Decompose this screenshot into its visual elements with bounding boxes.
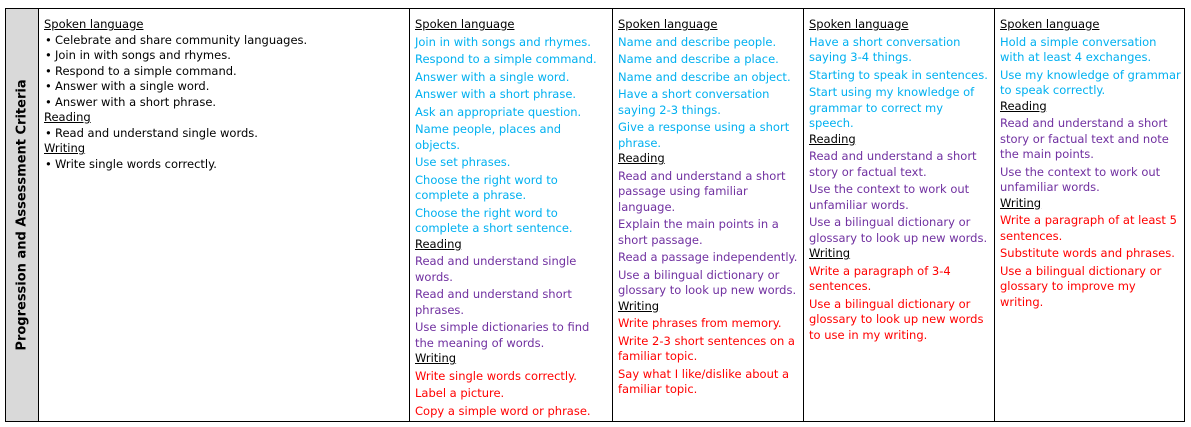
side-header (6, 9, 39, 421)
criteria-item: Name and describe a place. (618, 52, 779, 66)
criteria-item: Choose the right word to complete a phrase. (415, 172, 558, 202)
criteria-item: Give a response using a short phrase. (618, 120, 790, 150)
criteria-item: Use a bilingual dictionary or glossary to look up new words to use in my writing. (809, 296, 984, 342)
criteria-item: Name people, places and objects. (415, 122, 562, 152)
stage-column-4 (804, 9, 995, 421)
criteria-item: • Join in with songs and rhymes. (44, 48, 405, 64)
criteria-item: Join in with songs and rhymes. (415, 34, 591, 49)
criteria-item: Write a paragraph of at least 5 sentences. (1000, 213, 1177, 243)
criteria-item: Name and describe an object. (618, 69, 791, 84)
criteria-item: • Read and understand single words. (44, 126, 405, 142)
criteria-item: Ask an appropriate question. (415, 104, 582, 119)
criteria-item: Write a paragraph of 3-4 sentences. (809, 263, 951, 293)
criteria-item: Answer with a single word. (415, 69, 570, 84)
criteria-item: Use a bilingual dictionary or glossary to look up new words. (618, 267, 797, 297)
criteria-item: Use a bilingual dictionary or glossary to improve my writing. (1000, 263, 1162, 309)
criteria-item: Name and describe people. (618, 34, 777, 49)
criteria-item: Use the context to work out unfamiliar words. (1000, 164, 1161, 194)
section-heading: Writing (618, 298, 660, 313)
criteria-item: Read and understand a short story or factual text. (809, 149, 977, 179)
section-heading: Reading (809, 131, 856, 146)
criteria-item: Write 2-3 short sentences on a familiar topic. (618, 333, 795, 363)
assessment-table (5, 8, 1185, 422)
section-heading: Writing (1000, 195, 1042, 210)
criteria-item: Use the context to work out unfamiliar words. (809, 182, 970, 212)
criteria-item: Use simple dictionaries to find the meaning of words. (415, 320, 590, 350)
section-heading: Reading (618, 151, 665, 165)
criteria-item: • Celebrate and share community languages. (44, 33, 405, 49)
criteria-item: Have a short conversation saying 3-4 things. (809, 34, 961, 64)
criteria-item: Starting to speak in sentences. (809, 67, 988, 82)
side-label: Progression and Assessment Criteria (14, 79, 30, 351)
criteria-item: Read and understand short phrases. (415, 287, 572, 317)
stage-column-2 (410, 9, 613, 421)
criteria-item: Start using my knowledge of grammar to correct my speech. (809, 85, 975, 130)
criteria-item: Use set phrases. (415, 155, 511, 169)
section-heading: Reading (44, 110, 91, 124)
section-heading: Reading (415, 236, 462, 251)
section-heading: Writing (415, 351, 457, 365)
criteria-item: Have a short conversation saying 2-3 things. (618, 87, 770, 117)
criteria-item: Write single words correctly. (415, 368, 577, 383)
criteria-item: • Answer with a single word. (44, 79, 405, 95)
stage-column-1 (39, 9, 410, 421)
criteria-item: Use a bilingual dictionary or glossary to look up new words. (809, 215, 988, 245)
section-heading: Reading (1000, 98, 1047, 113)
section-heading: Writing (809, 246, 851, 260)
section-heading: Writing (44, 141, 86, 155)
criteria-item: Substitute words and phrases. (1000, 246, 1175, 260)
criteria-item: Use my knowledge of grammar to speak correctly. (1000, 67, 1181, 97)
criteria-item: Read and understand a short passage using familiar language. (618, 168, 786, 214)
criteria-item: Answer with a short phrase. (415, 87, 577, 101)
criteria-item: Read and understand single words. (415, 254, 577, 284)
criteria-item: Say what I like/dislike about a familiar topic. (618, 366, 790, 396)
section-heading: Spoken language (1000, 17, 1100, 31)
criteria-item: • Respond to a simple command. (44, 64, 405, 80)
criteria-item: Read a passage independently. (618, 250, 798, 264)
criteria-item: Read and understand a short story or factual text and note the main points. (1000, 116, 1169, 161)
section-heading: Spoken language (415, 17, 515, 31)
criteria-item: Hold a simple conversation with at least 4 exchanges. (1000, 34, 1157, 64)
criteria-item: Write phrases from memory. (618, 316, 782, 330)
criteria-item: Copy a simple word or phrase. (415, 403, 591, 418)
stage-column-3 (613, 9, 804, 421)
criteria-item: • Answer with a short phrase. (44, 95, 405, 111)
criteria-item: Explain the main points in a short passage. (618, 217, 779, 247)
criteria-item: Label a picture. (415, 386, 505, 400)
section-heading: Spoken language (44, 17, 144, 31)
section-heading: Spoken language (618, 17, 718, 31)
criteria-item: • Write single words correctly. (44, 157, 405, 173)
section-heading: Spoken language (809, 17, 909, 31)
criteria-item: Respond to a simple command. (415, 52, 597, 66)
criteria-item: Choose the right word to complete a short sentence. (415, 205, 573, 235)
stage-column-5 (995, 9, 1185, 421)
